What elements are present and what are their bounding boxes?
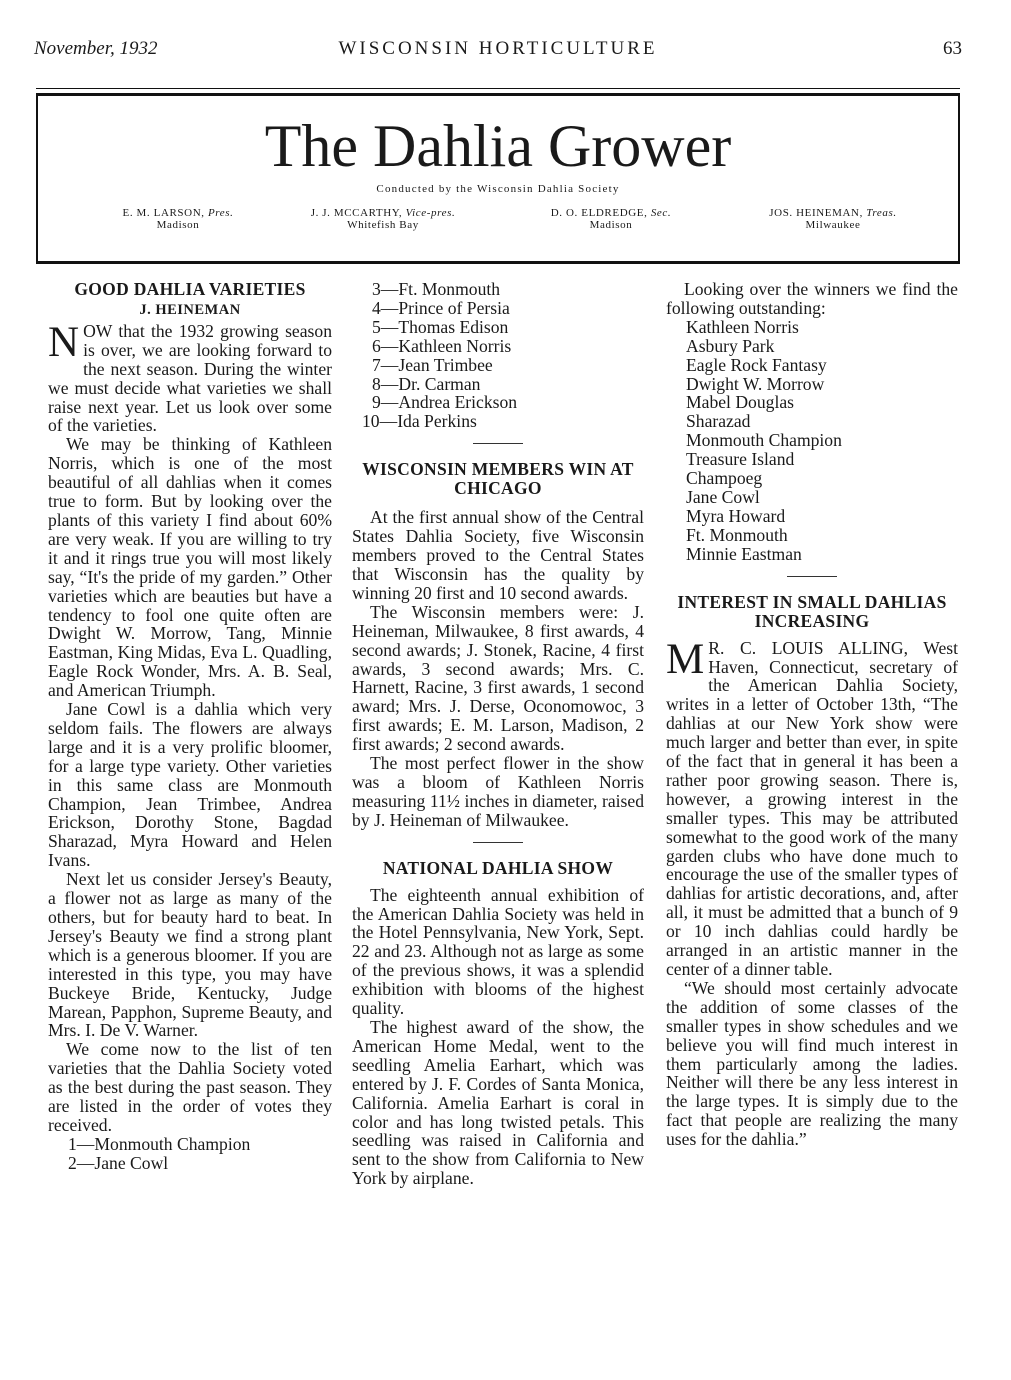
article-paragraph: The eighteenth annual exhibition of the American Dahlia Society was held in the Hotel Pennsylvania, New York, Sept. 22 and 23. Although not as large as some of the previous shows, it was a splendid exhibition with blooms of the highest quality. [352,884,644,1019]
ranked-variety: 5—Thomas Edison [372,316,509,337]
officer-role: Vice-pres. [405,207,456,219]
section-divider [473,842,523,843]
article-title-good-dahlia-varieties: GOOD DAHLIA VARIETIES [74,279,306,299]
page-number: 63 [943,38,962,59]
article-paragraph: The most perfect flower in the show was a bloom of Kathleen Norris measuring 11½ inches in diameter, raised by J. Heineman of Milwaukee. [352,753,644,830]
article-paragraph: At the first annual show of the Central States Dahlia Society, five Wisconsin members proved to the Central States that Wisconsin has the quality by winning 20 first and 10 second awards. [352,507,644,603]
ranked-variety: 4—Prince of Persia [372,297,510,318]
officer-name: D. O. ELDREDGE, [550,207,648,219]
issue-date: November, 1932 [34,38,158,59]
officer-vice-president [288,207,478,231]
officer-role: Treas. [866,207,897,219]
officer-city: Madison [589,219,633,231]
officer-city: Milwaukee [805,219,861,231]
article-paragraph: We may be thinking of Kathleen Norris, which is one of the most beautiful of all dahlias when it comes true to form. But by looking over the plants of this variety I find about 60% are very weak. If you are willing to try it and it rings true you will most likely say, “It's the pride of my garden.” Other varieties which are beauties but have a tendency to fool one quite often are Dwight W. Morrow, Tang, Minnie Eastman, King Midas, Eva L. Quadling, Eagle Rock Wonder, Mrs. A. B. Seal, and American Triumph. [48,434,332,701]
drop-cap: M [666,635,705,683]
masthead-top-rule [36,88,960,89]
ranked-variety: 8—Dr. Carman [372,373,481,394]
article-paragraph: The Wisconsin members were: J. Heineman, Milwaukee, 8 first awards, 4 second awards; J. Stonek, Racine, 4 first awards, 3 second awards; Mrs. C. Harnett, Racine, 3 first awards, 1 second award; Mrs. J. Derse, Oconomowoc, 3 first awards; E. M. Larson, Madison, 2 first awards; 2 second awards. [352,601,644,755]
article-paragraph: Looking over the winners we find the following outstanding: [666,279,958,318]
winner-variety: Dwight W. Morrow [686,373,825,394]
winner-variety: Champoeg [686,468,763,489]
officer-name: E. M. LARSON, [122,207,205,219]
section-divider [473,443,523,444]
article-title-small-dahlias: INTEREST IN SMALL DAHLIAS INCREASING [677,591,947,631]
department-subtitle: Conducted by the Wisconsin Dahlia Society [376,183,620,195]
winner-variety: Myra Howard [686,505,786,526]
running-head [34,38,962,66]
ranked-variety: 1—Monmouth Champion [68,1133,251,1154]
ranked-variety: 10—Ida Perkins [362,411,477,432]
article-title-national-dahlia-show: NATIONAL DAHLIA SHOW [382,857,614,878]
article-paragraph: Next let us consider Jersey's Beauty, a flower not as large as many of the others, but for beauty hard to beat. In Jersey's Beauty we find a strong plant which is a generous bloomer. If you are interested in this type, you may have Buckeye Bride, Kentucky, Judge Marean, Papphon, Supreme Beauty, and Mrs. I. De V. Warner. [48,869,332,1041]
article-paragraph: The highest award of the show, the American Home Medal, went to the seedling Amelia Earhart, which was entered by J. F. Cordes of Santa Monica, California. Amelia Earhart is coral in color and has long twisted petals. This seedling was raised in California and sent to the show from California to New York by airplane. [352,1017,644,1189]
article-paragraph: Jane Cowl is a dahlia which very seldom fails. The flowers are always large and it is a very prolific bloomer, for a large type variety. Other varieties in this same class are Monmouth Champion, Jean Trimbee, Andrea Erickson, Dorothy Stone, Bagdad Sharazad, Myra Howard and Helen Ivans. [48,699,332,871]
article-byline: J. HEINEMAN [139,302,241,318]
section-divider [787,576,837,577]
officer-name: J. J. MCCARTHY, [310,207,403,219]
winner-variety: Jane Cowl [686,486,760,507]
winner-variety: Mabel Douglas [686,392,794,413]
winner-variety: Asbury Park [686,335,775,356]
drop-cap: N [48,318,80,366]
winner-variety: Sharazad [686,411,751,432]
column-3 [666,280,958,1149]
officer-role: Pres. [207,207,234,219]
officer-city: Madison [156,219,200,231]
article-paragraph: “We should most certainly advocate the addition of some classes of the smaller types in show schedules and we believe you will find much interest in them particularly among the ladies. Neither will there be any less interest in the large types. It is simply due to the fact that people are realizing the many uses for the dahlia.” [666,977,958,1150]
winner-variety: Ft. Monmouth [686,524,788,545]
journal-title: WISCONSIN HORTICULTURE [338,38,658,59]
ranked-variety: 7—Jean Trimbee [372,354,493,375]
article-paragraph: NOW that the 1932 growing season is over, we are looking forward to the next season. During the winter we must decide what varieties we shall raise next year. Let us look over some of the varieties. [48,318,332,436]
column-1 [48,280,332,1173]
officer-role: Sec. [650,207,672,219]
ranked-variety: 3—Ft. Monmouth [372,279,501,299]
ranked-variety: 9—Andrea Erickson [372,392,518,413]
officer-president [83,207,273,231]
ranked-variety: 6—Kathleen Norris [372,335,512,356]
article-title-wisconsin-members: WISCONSIN MEMBERS WIN AT CHICAGO [362,459,634,499]
column-2 [352,280,644,1188]
masthead [36,93,960,264]
winner-variety: Monmouth Champion [686,430,842,451]
officer-treasurer [738,207,928,231]
winner-variety: Treasure Island [686,449,795,470]
officer-city: Whitefish Bay [347,219,419,231]
article-paragraph: We come now to the list of ten varieties that the Dahlia Society voted as the best during the past season. They are listed in the order of votes they received. [48,1039,332,1135]
department-title: The Dahlia Grower [264,113,732,179]
winner-variety: Minnie Eastman [686,543,802,564]
article-paragraph: M R. C. LOUIS ALLING, West Haven, Connecticut, secretary of the American Dahlia Society, writes in a letter of October 13th, “The dahlias at our New York show were much larger and better than ever, in spite of the fact that in general it has been a rather poor growing season. There is, however, a growing interest in the smaller types. This may be attributed somewhat to the good work of the many garden clubs who have done much to encourage the use of the smaller types of dahlias for artistic decorations, and, after all, it must be admitted that a bunch of 9 or 10 inch dahlias could hardly be arranged in an artistic manner in the center of a dinner table. [666,635,958,979]
winner-variety: Kathleen Norris [686,316,799,337]
winner-variety: Eagle Rock Fantasy [686,354,827,375]
officer-name: JOS. HEINEMAN, [769,207,863,219]
officer-secretary [516,207,706,231]
ranked-variety: 2—Jane Cowl [68,1152,169,1173]
